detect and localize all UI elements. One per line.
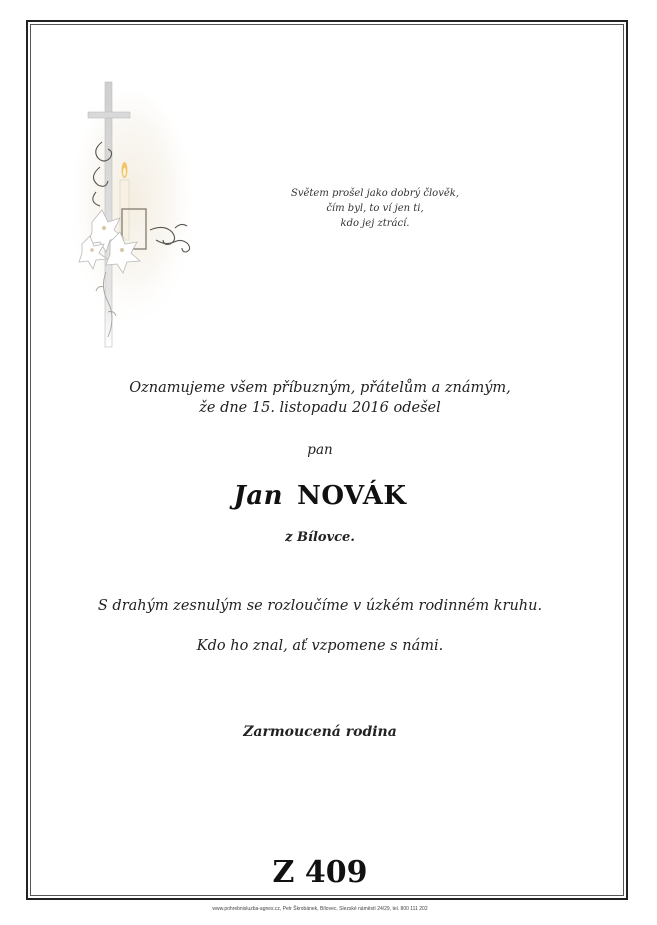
- deceased-last-name: NOVÁK: [297, 481, 407, 511]
- title-word: pan: [307, 442, 333, 458]
- motto-line-3: kdo jej ztrácí.: [340, 218, 410, 229]
- announcement: [100, 378, 540, 418]
- remember-line: Kdo ho znal, ať vzpomene s námi.: [196, 638, 444, 654]
- deceased-name: [100, 481, 540, 511]
- deceased-first-name: Jan: [233, 481, 284, 511]
- template-code: Z 409: [272, 855, 368, 890]
- farewell-notice: S drahým zesnulým se rozloučíme v úzkém rodinném kruhu.: [97, 598, 543, 614]
- footer-contact: www.pohrebnisluzba-agnes.cz, Petr Škrobánek, Bílovec, Slezské náměstí 24/29, tel. 800 111 202: [212, 906, 428, 912]
- deceased-origin: z Bílovce.: [285, 530, 355, 545]
- signature: Zarmoucená rodina: [243, 724, 397, 740]
- motto-line-1: Světem prošel jako dobrý člověk,: [290, 188, 460, 199]
- motto-quote: [270, 186, 480, 231]
- cross-candle-lily-illustration: [70, 72, 205, 352]
- announcement-line-1: Oznamujeme všem příbuzným, přátelům a známým,: [129, 380, 511, 396]
- announcement-line-2: že dne 15. listopadu 2016 odešel: [199, 400, 441, 416]
- motto-line-2: čím byl, to ví jen ti,: [326, 203, 424, 214]
